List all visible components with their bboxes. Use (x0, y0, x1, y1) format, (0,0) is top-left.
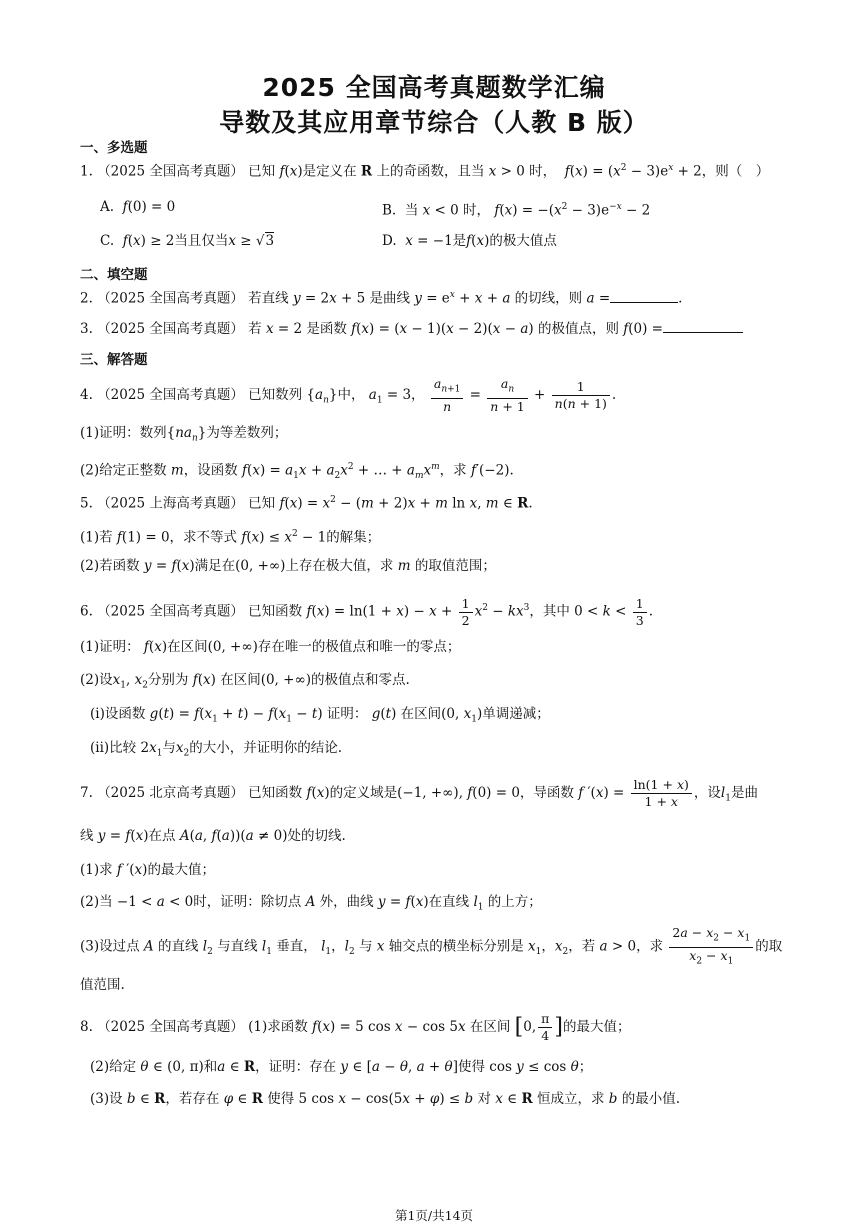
question-8: 8. （2025 全国高考真题） (1)求函数 f(x) = 5 cos x − cos 5x 在区间 [0, $\frac{\pi}{4}$ ]的最大值； (80, 1011, 631, 1043)
q6-part-2-ii: (ii)比较 $2x_1$与$x_2$的大小，并证明你的结论. (90, 740, 343, 759)
q2-answer-blank[interactable] (610, 288, 678, 303)
q1-option-a[interactable]: A. f(0) = 0 (100, 199, 176, 215)
page-footer: 第1页/共14页 (394, 1208, 474, 1223)
q7-part-3: (3)设过点 A 的直线 $l_2$ 与直线 $l_1$ 垂直， $l_1$，$l_2$ 与 x 轴交点的横坐标分别是 $x_1$，$x_2$，若 a > 0，求 $\frac{2a - x_2 - x_1}{x_2 - x_1}$ 的取 (80, 925, 783, 966)
q4-part-2: (2)给定正整数 m，设函数 $f(x) = a_1x + a_2x^2$ + … + $a_mx^m$，求 f′(−2). (80, 462, 514, 482)
question-4: 4. （2025 全国高考真题） 已知数列 $\{a_n\}$中， $a_1 = 3$， $\frac{a_{n+1}}{n}$ = $\frac{a_n}{n + 1}$ + $\frac{1}{n(n + 1)}$ . (80, 376, 617, 414)
q7-part-1: (1)求 f ′(x)的最大值； (80, 862, 215, 878)
q5-part-1: (1)若 f(1) = 0，求不等式 $f(x) \le x^2 - 1$的解集； (80, 529, 381, 546)
section-heading-solution: 三、解答题 (80, 352, 148, 368)
q1-option-d[interactable]: D. x = −1是f(x)的极大值点 (382, 233, 557, 249)
q6-part-2: (2)设$x_1$, $x_2$分别为 f(x) 在区间(0, +∞)的极值点和零点. (80, 672, 410, 691)
q1-option-b[interactable]: B. 当 x < 0 时， $f(x) = -(x^2 - 3)e^{-x} - 2$ (382, 202, 651, 219)
section-heading-multiple-choice: 一、多选题 (80, 140, 148, 156)
question-2: 2. （2025 全国高考真题） 若直线 y = 2x + 5 是曲线 $y = e^x + x + a$ 的切线，则 a = . (80, 285, 682, 309)
question-5: 5. （2025 上海高考真题） 已知 $f(x) = x^2 - (m + 2)x + m$ ln x, m ∈ R. (80, 495, 533, 512)
title-line-1: 2025 全国高考真题数学汇编 (262, 73, 606, 102)
q5-part-2: (2)若函数 y = f(x)满足在(0, +∞)上存在极大值，求 m 的取值范围； (80, 558, 496, 574)
q1-option-c[interactable]: C. f(x) ≥ 2当且仅当x ≥ √3 (100, 233, 275, 249)
q6-part-1: (1)证明： f(x)在区间(0, +∞)存在唯一的极值点和唯一的零点； (80, 639, 461, 655)
q7-part-2: (2)当 −1 < a < 0时，证明：除切点 A 外，曲线 y = f(x)在直线 $l_1$ 的上方； (80, 894, 542, 913)
question-3: 3. （2025 全国高考真题） 若 x = 2 是函数 f(x) = (x − 1)(x − 2)(x − a) 的极值点，则 f(0) = (80, 318, 743, 339)
question-6: 6. （2025 全国高考真题） 已知函数 f(x) = ln(1 + x) − x + $\frac{1}{2}$ $x^2 - kx^3$，其中 0 < k < $\frac{1}{3}$ . (80, 595, 653, 628)
q8-part-2: (2)给定 θ ∈ (0, π)和a ∈ R，证明：存在 y ∈ [a − θ, a + θ]使得 cos y ≤ cos θ； (90, 1059, 593, 1075)
question-1: 1. （2025 全国高考真题） 已知 f(x)是定义在 R 上的奇函数，且当 x > 0 时， $f(x) = (x^2 - 3)e^x + 2$，则（ ） (80, 163, 770, 180)
question-7: 7. （2025 北京高考真题） 已知函数 f(x)的定义域是(−1, +∞), f(0) = 0，导函数 f ′(x) = $\frac{\ln(1 + x)}{1 + x}$ ，设$l_1$是曲 (80, 777, 758, 809)
q8-part-3: (3)设 b ∈ R，若存在 φ ∈ R 使得 5 cos x − cos(5x + φ) ≤ b 对 x ∈ R 恒成立，求 b 的最小值. (90, 1091, 681, 1107)
q3-answer-blank[interactable] (663, 318, 743, 333)
section-heading-fill-blank: 二、填空题 (80, 267, 148, 283)
q6-part-2-i: (i)设函数 $g(t) = f(x_1 + t) - f(x_1 - t)$ 证明： g(t) 在区间(0, $x_1$)单调递减； (90, 706, 550, 725)
title-line-2: 导数及其应用章节综合（人教 B 版） (219, 108, 649, 137)
q7-part-3-cont: 值范围. (80, 977, 125, 993)
q7-line-2: 线 y = f(x)在点 A(a, f(a))(a ≠ 0)处的切线. (80, 828, 346, 844)
q4-part-1: (1)证明：数列$\{na_n\}$为等差数列； (80, 425, 288, 444)
